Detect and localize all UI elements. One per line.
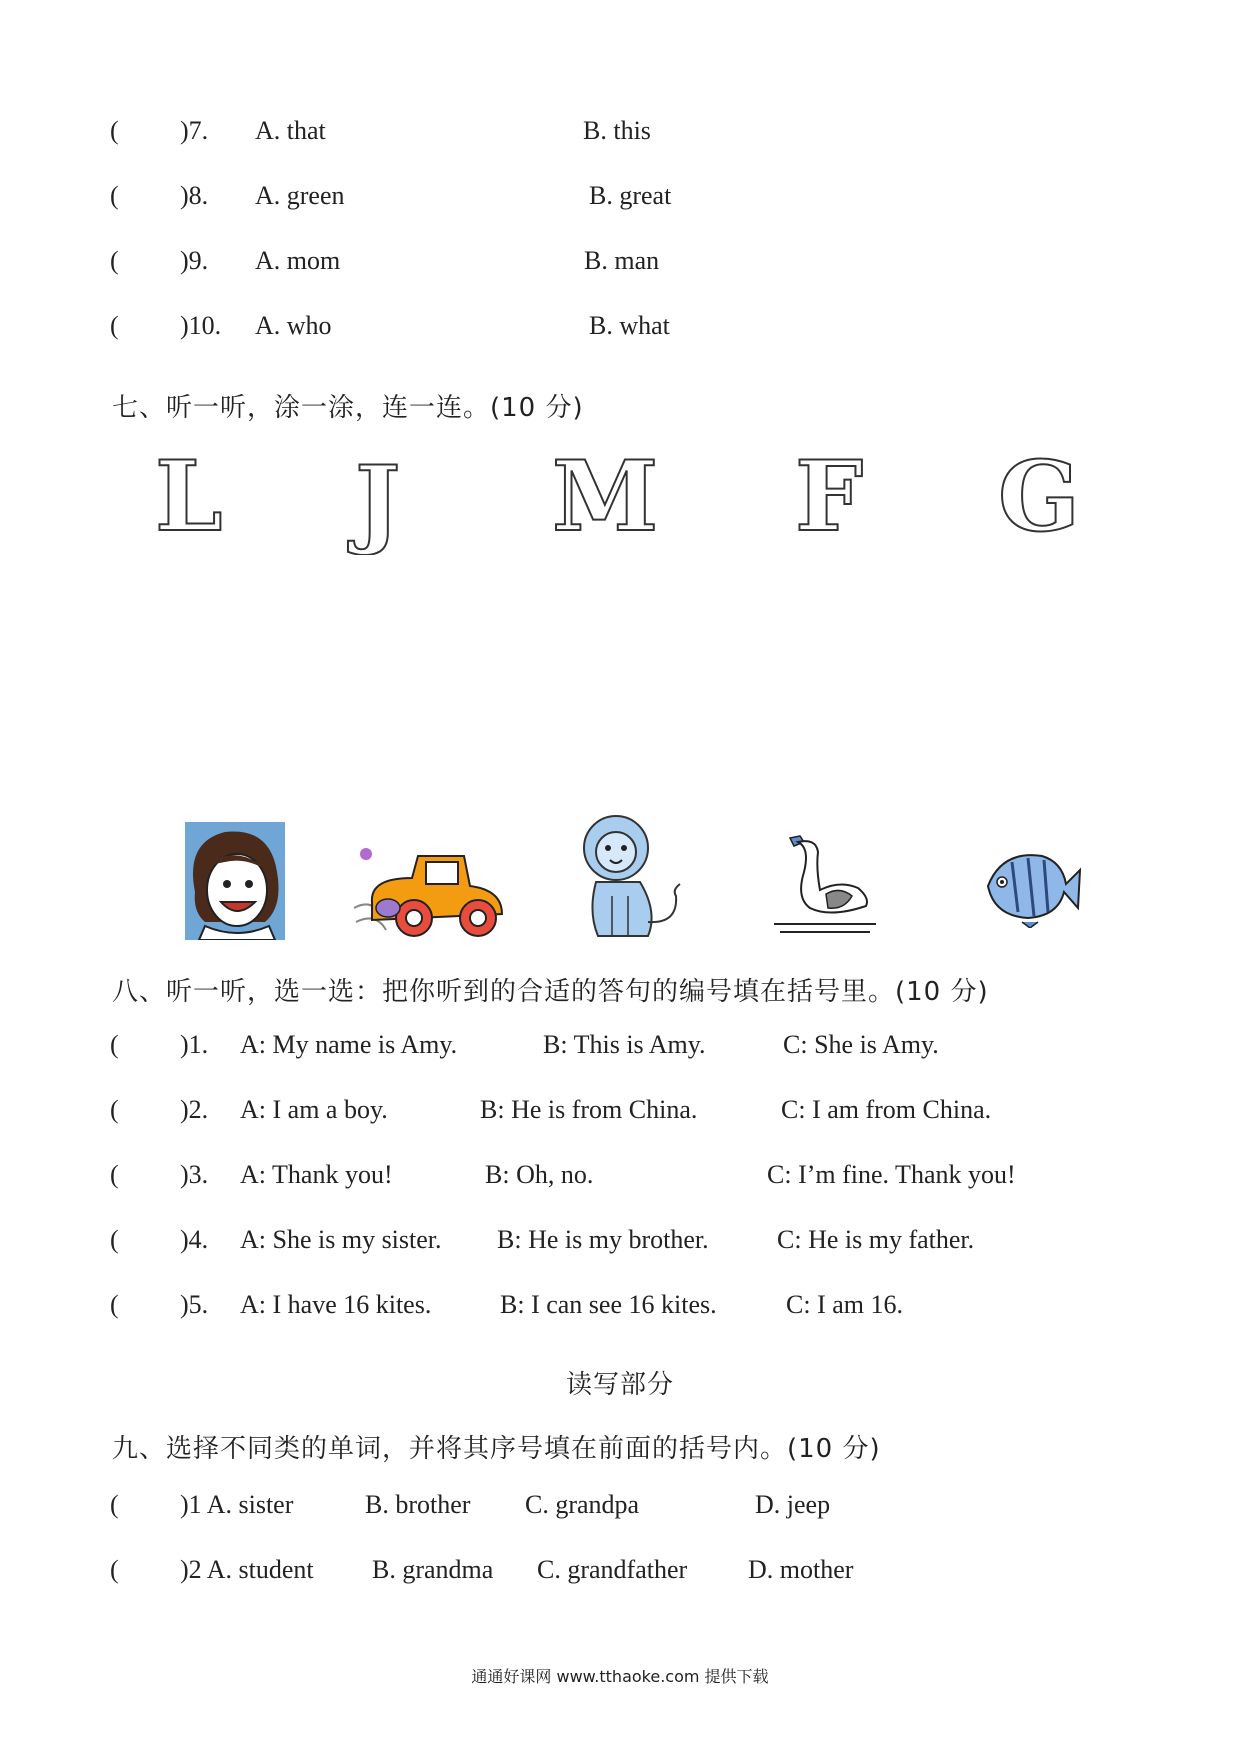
letter-L[interactable]: L	[155, 455, 223, 553]
question-number: )1.	[180, 1030, 209, 1059]
option-b: B: He is my brother.	[497, 1225, 709, 1254]
option-a: A. green	[255, 181, 345, 210]
answer-paren[interactable]: (	[110, 1160, 119, 1189]
option-b: B: He is from China.	[480, 1095, 698, 1124]
answer-paren[interactable]: (	[110, 1555, 119, 1584]
question-number-option-a: )2 A. student	[180, 1555, 314, 1584]
page-footer: 通通好课网 www.tthaoke.com 提供下载	[471, 1667, 769, 1686]
letter-M[interactable]: M	[552, 455, 659, 553]
question-number: )2.	[180, 1095, 209, 1124]
answer-paren[interactable]: (	[110, 1095, 119, 1124]
option-c: C: He is my father.	[777, 1225, 975, 1254]
option-b: B: I can see 16 kites.	[500, 1290, 717, 1319]
option-a: A: She is my sister.	[240, 1225, 442, 1254]
answer-paren[interactable]: (	[110, 1290, 119, 1319]
option-b: B. grandma	[372, 1555, 494, 1584]
option-d: D. jeep	[755, 1490, 831, 1519]
lion-picture[interactable]	[568, 812, 688, 940]
question-number: )10.	[180, 311, 222, 340]
option-b: B: This is Amy.	[543, 1030, 706, 1059]
option-c: C: I am 16.	[786, 1290, 903, 1319]
option-b: B. man	[584, 246, 660, 275]
question-number-option-a: )1 A. sister	[180, 1490, 294, 1519]
option-c: C: I am from China.	[781, 1095, 992, 1124]
option-c: C. grandfather	[537, 1555, 688, 1584]
answer-paren[interactable]: (	[110, 1490, 119, 1519]
option-a: A. who	[255, 311, 332, 340]
option-b: B: Oh, no.	[485, 1160, 594, 1189]
question-number: )9.	[180, 246, 209, 275]
swan-picture[interactable]	[770, 828, 880, 938]
question-number: )5.	[180, 1290, 209, 1319]
section9-heading: 九、选择不同类的单词，并将其序号填在前面的括号内。(10 分)	[112, 1434, 881, 1464]
answer-paren[interactable]: (	[110, 311, 119, 340]
option-d: D. mother	[748, 1555, 854, 1584]
question-number: )3.	[180, 1160, 209, 1189]
section8-heading: 八、听一听，选一选：把你听到的合适的答句的编号填在括号里。(10 分)	[112, 977, 989, 1007]
answer-paren[interactable]: (	[110, 181, 119, 210]
girl-face-picture[interactable]	[185, 822, 285, 940]
letter-G[interactable]: G	[998, 455, 1080, 553]
section7-heading: 七、听一听，涂一涂，连一连。(10 分)	[112, 393, 584, 423]
option-b: B. great	[589, 181, 672, 210]
option-c: C. grandpa	[525, 1490, 640, 1519]
option-b: B. this	[583, 116, 651, 145]
option-a: A: My name is Amy.	[240, 1030, 458, 1059]
answer-paren[interactable]: (	[110, 1030, 119, 1059]
option-b: B. what	[589, 311, 670, 340]
option-c: C: I’m fine. Thank you!	[767, 1160, 1016, 1189]
fish-picture[interactable]	[982, 842, 1082, 928]
letter-F[interactable]: F	[795, 455, 864, 553]
question-number: )8.	[180, 181, 209, 210]
outline-letters	[130, 455, 1110, 555]
option-b: B. brother	[365, 1490, 471, 1519]
option-a: A. mom	[255, 246, 341, 275]
option-a: A: I am a boy.	[240, 1095, 388, 1124]
question-number: )7.	[180, 116, 209, 145]
option-a: A. that	[255, 116, 326, 145]
option-c: C: She is Amy.	[783, 1030, 939, 1059]
letter-J[interactable]: J	[355, 455, 401, 555]
answer-paren[interactable]: (	[110, 1225, 119, 1254]
question-number: )4.	[180, 1225, 209, 1254]
option-a: A: Thank you!	[240, 1160, 393, 1189]
part-title: 读写部分	[565, 1370, 674, 1400]
answer-paren[interactable]: (	[110, 116, 119, 145]
car-picture[interactable]	[352, 838, 512, 938]
option-a: A: I have 16 kites.	[240, 1290, 432, 1319]
answer-paren[interactable]: (	[110, 246, 119, 275]
